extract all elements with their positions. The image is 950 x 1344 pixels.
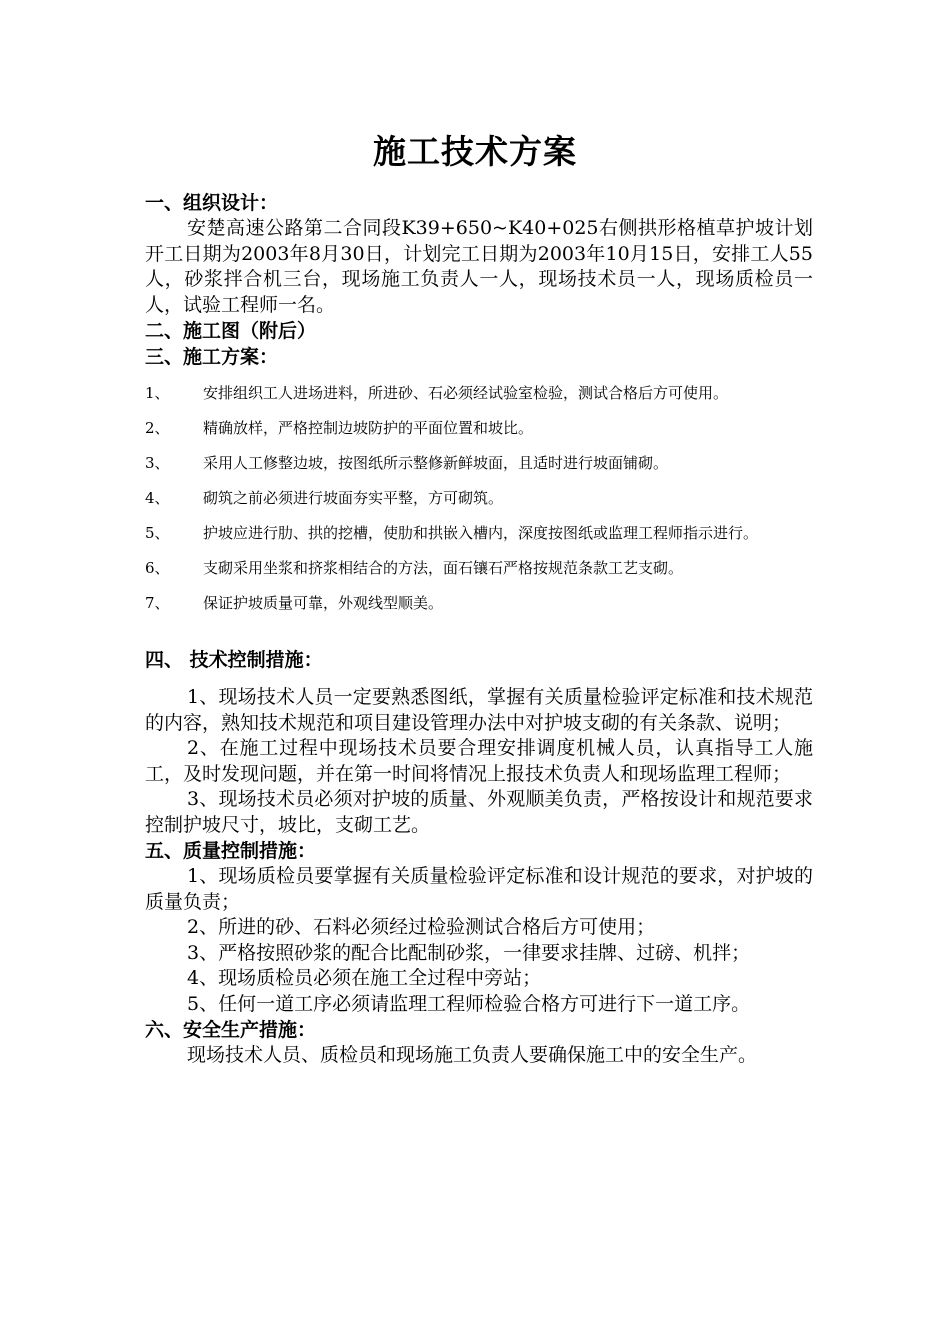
section-heading-technical-control: 四、 技术控制措施： <box>145 649 323 671</box>
list-item <box>145 551 813 586</box>
list-item-text: 支砌采用坐浆和挤浆相结合的方法，面石镶石严格按规范条款工艺支砌。 <box>203 559 684 577</box>
list-item-number: 4、 <box>145 489 170 507</box>
technical-control-paragraph: 2、在施工过程中现场技术员要合理安排调度机械人员，认真指导工人施工，及时发现问题，并在第一时间将情况上报技术负责人和现场监理工程师； <box>145 737 813 785</box>
plan-steps-list <box>145 376 813 621</box>
list-item <box>145 586 813 621</box>
section-heading-safety: 六、安全生产措施： <box>145 1019 317 1041</box>
list-item <box>145 481 813 516</box>
list-item-text: 保证护坡质量可靠，外观线型顺美。 <box>203 594 444 612</box>
technical-control-paragraph: 1、现场技术人员一定要熟悉图纸，掌握有关质量检验评定标准和技术规范的内容，熟知技术规范和项目建设管理办法中对护坡支砌的有关条款、说明； <box>145 686 813 734</box>
list-item <box>145 446 813 481</box>
technical-control-paragraph: 3、现场技术员必须对护坡的质量、外观顺美负责，严格按设计和规范要求控制护坡尺寸，坡比，支砌工艺。 <box>145 788 813 836</box>
document-body <box>145 190 813 1069</box>
quality-control-paragraph: 5、任何一道工序必须请监理工程师检验合格方可进行下一道工序。 <box>187 992 751 1015</box>
list-item-number: 5、 <box>145 524 170 542</box>
list-item-number: 7、 <box>145 594 170 612</box>
list-item-number: 3、 <box>145 454 170 472</box>
list-item <box>145 516 813 551</box>
list-item <box>145 411 813 446</box>
section-heading-quality-control: 五、质量控制措施： <box>145 840 317 862</box>
quality-control-paragraph: 3、严格按照砂浆的配合比配制砂浆，一律要求挂牌、过磅、机拌； <box>187 941 751 964</box>
organization-paragraph: 安楚高速公路第二合同段K39+650~K40+025右侧拱形格植草护坡计划开工日期为2003年8月30日，计划完工日期为2003年10月15日，安排工人55人，砂浆拌合机三台，现场施工负责人一人，现场技术员一人，现场质检员一人，试验工程师一名。 <box>145 217 813 316</box>
list-item-text: 精确放样，严格控制边坡防护的平面位置和坡比。 <box>203 419 534 437</box>
section-heading-drawings: 二、施工图（附后） <box>145 320 317 342</box>
list-item-number: 6、 <box>145 559 170 577</box>
list-item-text: 砌筑之前必须进行坡面夯实平整，方可砌筑。 <box>203 489 504 507</box>
section-heading-plan: 三、施工方案： <box>145 346 279 368</box>
quality-control-paragraph: 4、现场质检员必须在施工全过程中旁站； <box>187 967 542 989</box>
quality-control-paragraph: 1、现场质检员要掌握有关质量检验评定标准和设计规范的要求，对护坡的质量负责； <box>145 865 813 913</box>
list-item-number: 2、 <box>145 419 170 437</box>
list-item-number: 1、 <box>145 384 170 402</box>
list-item-text: 安排组织工人进场进料，所进砂、石必须经试验室检验，测试合格后方可使用。 <box>203 384 729 402</box>
list-item <box>145 376 813 411</box>
section-heading-organization: 一、组织设计： <box>145 192 279 214</box>
document-title: 施工技术方案 <box>373 132 577 171</box>
quality-control-paragraph: 2、所进的砂、石料必须经过检验测试合格后方可使用； <box>187 916 656 938</box>
list-item-text: 采用人工修整边坡，按图纸所示整修新鲜坡面，且适时进行坡面铺砌。 <box>203 454 669 472</box>
list-item-text: 护坡应进行肋、拱的挖槽，使肋和拱嵌入槽内，深度按图纸或监理工程师指示进行。 <box>203 524 759 542</box>
safety-paragraph: 现场技术人员、质检员和现场施工负责人要确保施工中的安全生产。 <box>187 1044 758 1066</box>
